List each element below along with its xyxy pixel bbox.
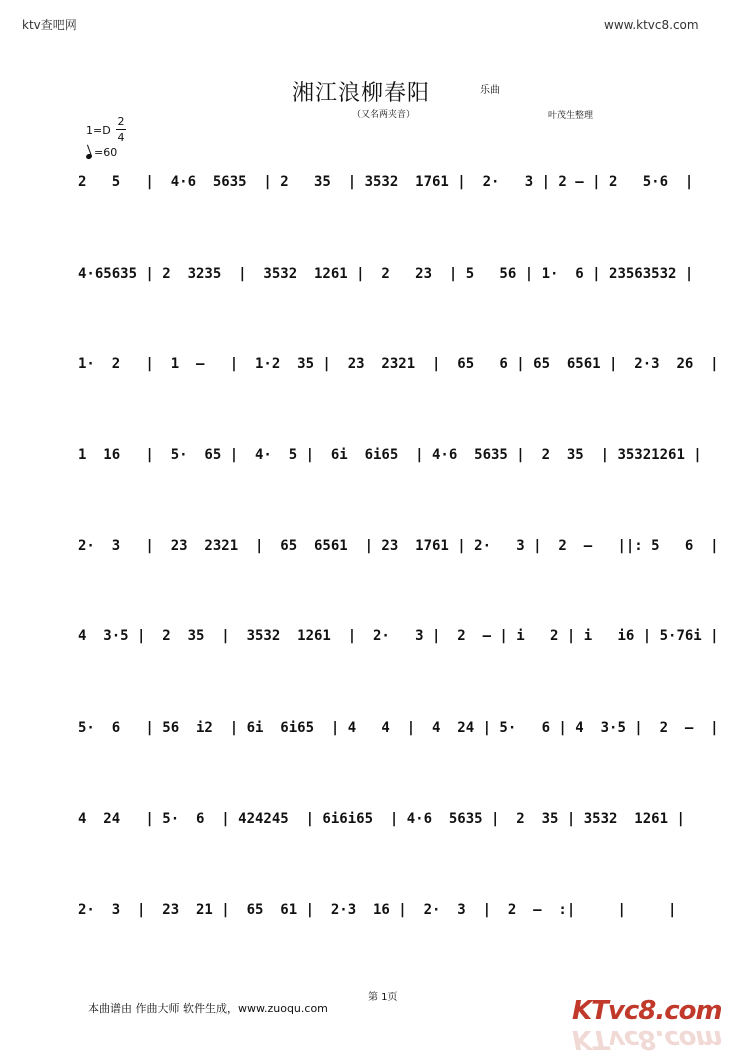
score-subtitle: （又名两夹音）	[352, 110, 416, 120]
site-url-right[interactable]: www.ktvc8.com	[604, 18, 699, 32]
generator-credit: 本曲谱由 作曲大师 软件生成，www.zuoqu.com	[88, 1002, 328, 1015]
staff-row	[78, 447, 702, 487]
quarter-note-icon	[85, 153, 92, 160]
staff-row	[78, 902, 698, 942]
staff-notation: 2· 3 | 23 2321 | 65 6561 | 23 1761 | 2· 3 | 2 – ||: 5 6 |	[78, 538, 719, 554]
staff-notation: 4 24 | 5· 6 | 424245 | 6i6i65 | 4·6 5635 | 2 35 | 3532 1261 |	[78, 811, 685, 827]
staff-notation: 2· 3 | 23 21 | 65 61 | 2·3 16 | 2· 3 | 2 – :| | |	[78, 902, 677, 918]
staff-row	[78, 538, 719, 578]
staff-notation: 5· 6 | 56 i2 | 6i 6i65 | 4 4 | 4 24 | 5· 6 | 4 3·5 | 2 – |	[78, 720, 719, 736]
staff-row	[78, 720, 719, 760]
staff-row	[78, 266, 698, 306]
staff-notation: 1· 2 | 1 – | 1·2 35 | 23 2321 | 65 6 | 65 6561 | 2·3 26 |	[78, 356, 719, 372]
site-logo[interactable]: KTvc8.com	[572, 996, 722, 1026]
staff-row	[78, 174, 698, 214]
staff-row	[78, 356, 719, 396]
site-name-left[interactable]: ktv查吧网	[22, 18, 77, 32]
site-logo-reflection: KTvc8.com	[572, 1024, 722, 1054]
key-signature: 1=D	[86, 124, 111, 137]
page-number: 第 1页	[368, 992, 398, 1003]
staff-notation: 1 16 | 5· 65 | 4· 5 | 6i 6i65 | 4·6 5635 | 2 35 | 35321261 |	[78, 447, 702, 463]
tempo-marking	[86, 146, 117, 159]
staff-row	[78, 628, 719, 668]
score-title: 湘江浪柳春阳	[292, 81, 431, 106]
time-signature	[116, 114, 126, 145]
time-signature-top: 2	[117, 115, 125, 128]
staff-notation: 4 3·5 | 2 35 | 3532 1261 | 2· 3 | 2 – | i 2 | i i6 | 5·76i |	[78, 628, 719, 644]
staff-notation: 4·65635 | 2 3235 | 3532 1261 | 2 23 | 5 56 | 1· 6 | 23563532 |	[78, 266, 694, 282]
score-arranger: 叶茂生整理	[548, 111, 594, 121]
staff-row	[78, 811, 698, 851]
score-genre: 乐曲	[480, 85, 500, 96]
tempo-value: =60	[94, 146, 118, 159]
staff-notation: 2 5 | 4·6 5635 | 2 35 | 3532 1761 | 2· 3 | 2 – | 2 5·6 |	[78, 174, 694, 190]
time-signature-bottom: 4	[117, 131, 125, 144]
